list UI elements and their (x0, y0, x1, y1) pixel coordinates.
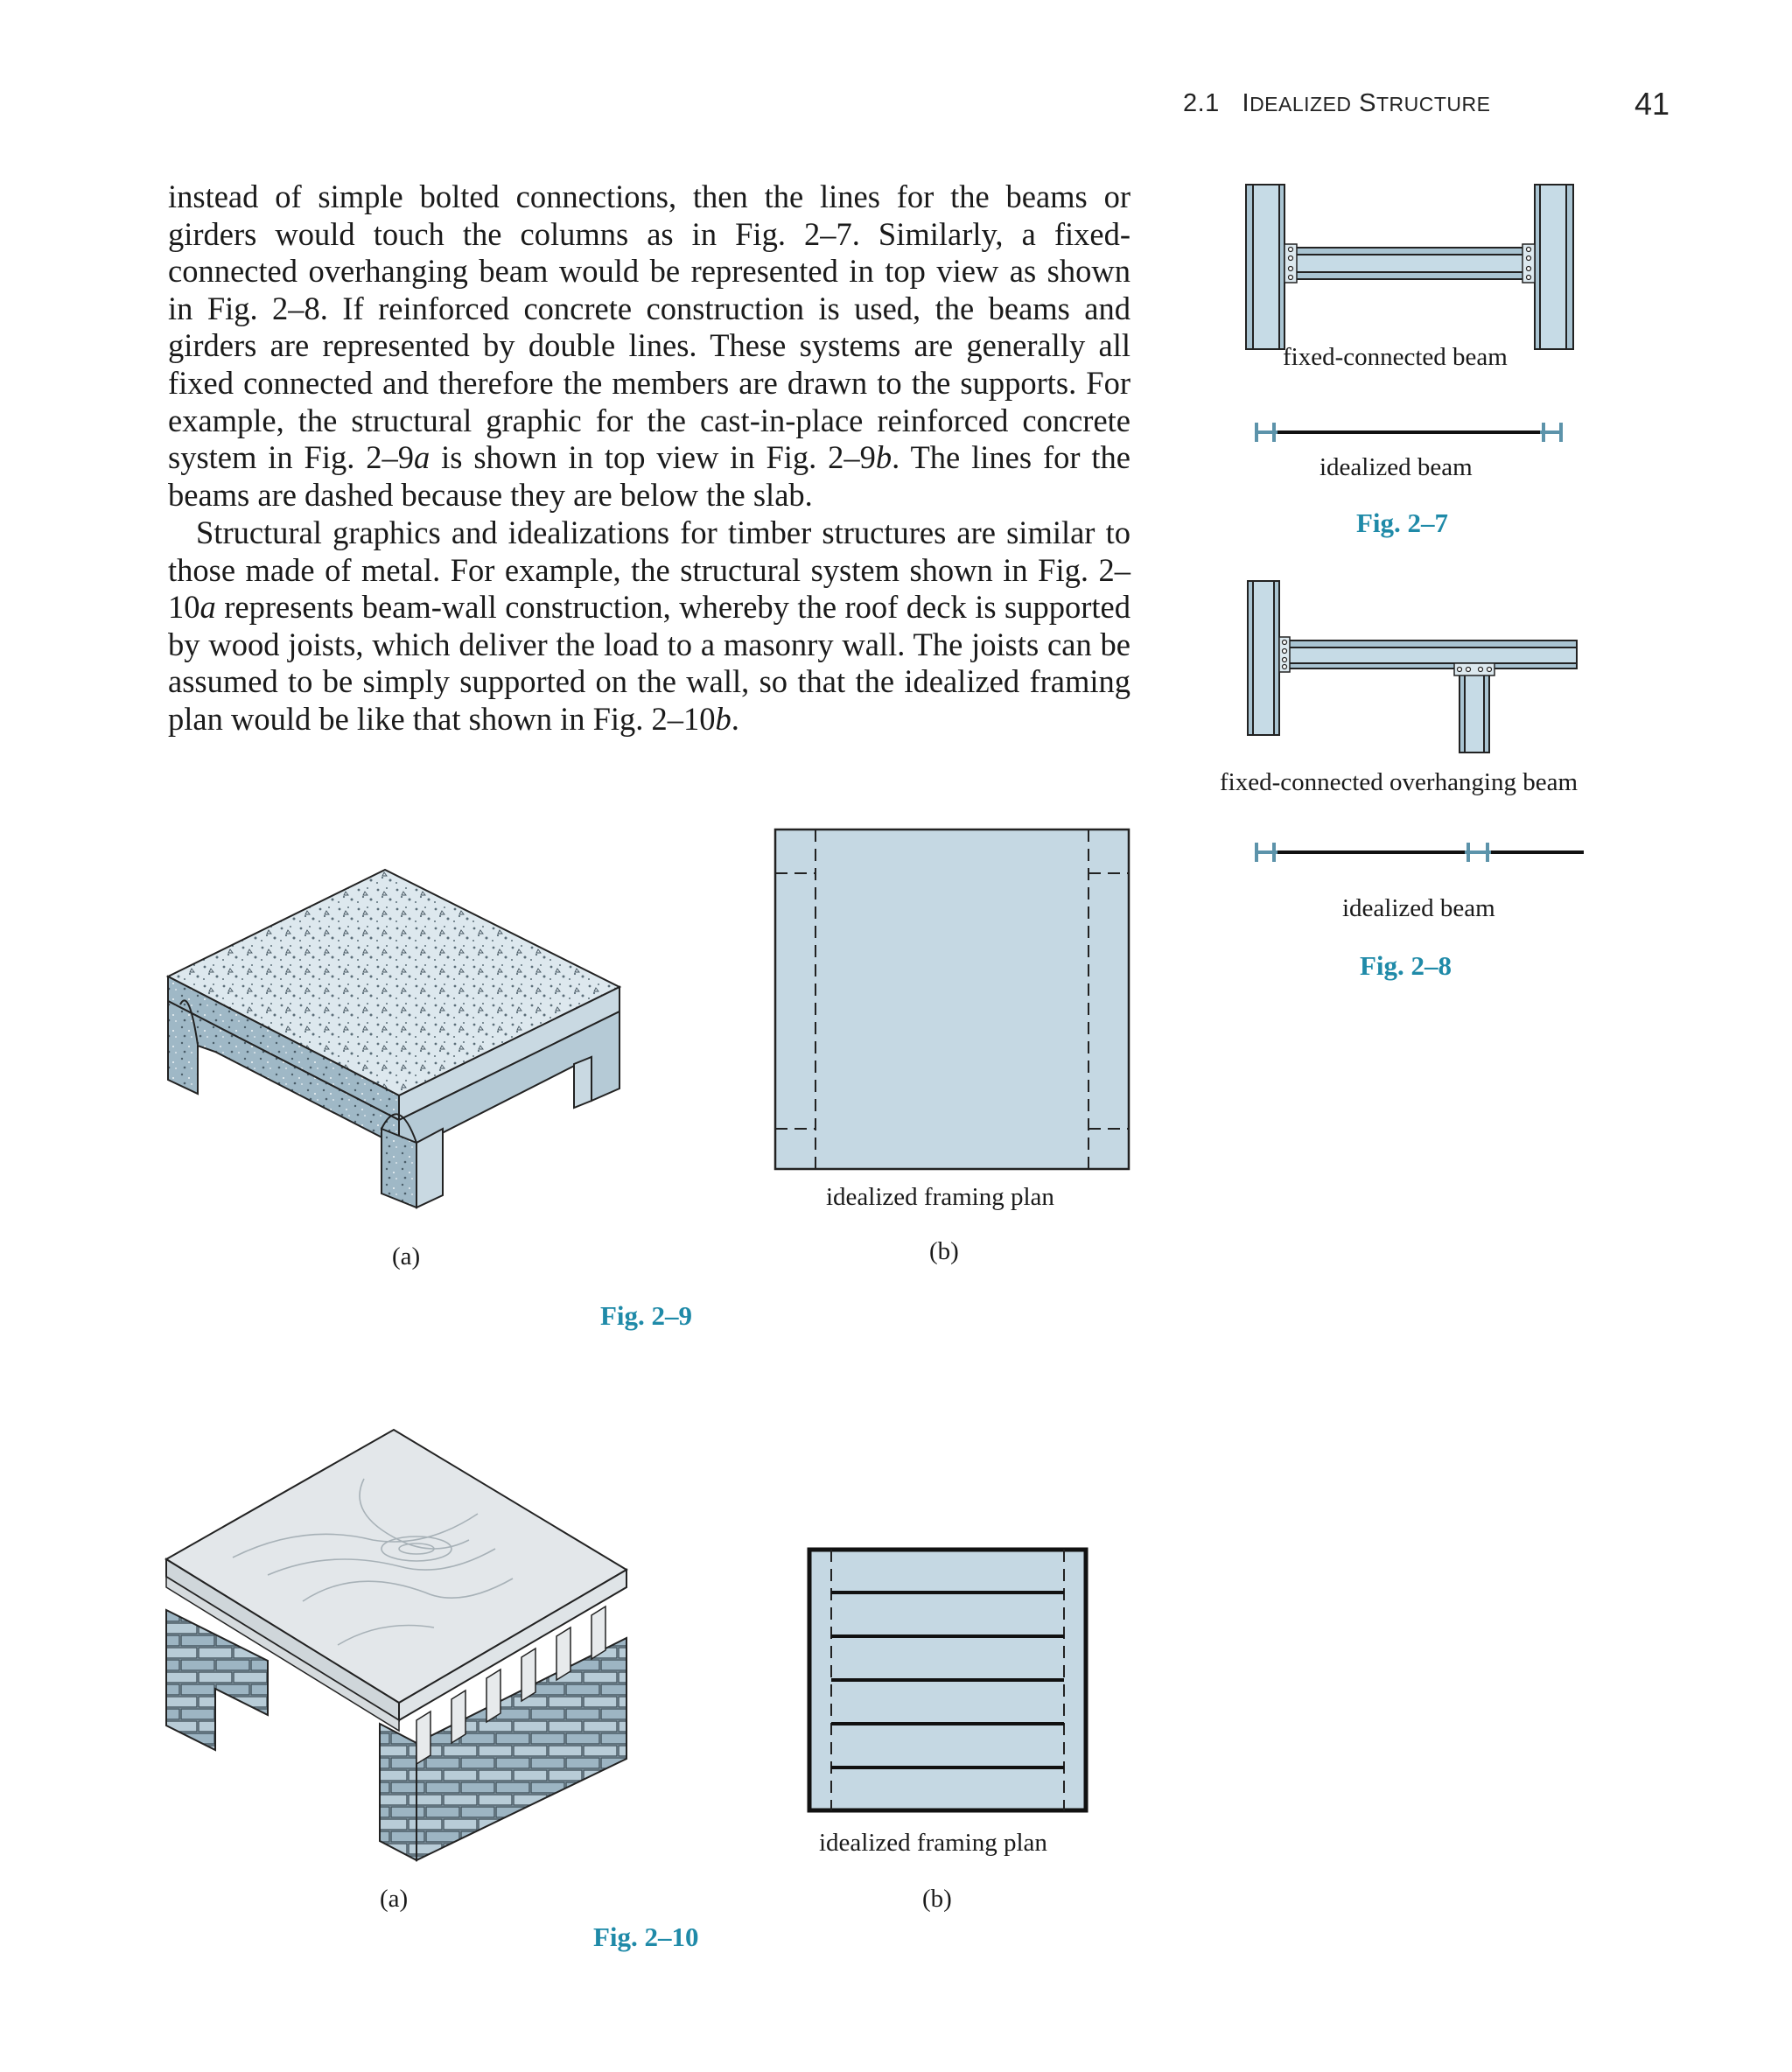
running-header (1183, 89, 1490, 118)
idealized-beam-overhanging-diagram (1251, 840, 1592, 866)
fig2-7-label: Fig. 2–7 (1356, 508, 1449, 538)
fig2-10-label: Fig. 2–10 (593, 1922, 699, 1952)
fig2-9-label: Fig. 2–9 (600, 1300, 693, 1331)
timber-masonry-system-illustration (163, 1426, 635, 1872)
fixed-connected-beam-illustration (1242, 179, 1575, 354)
fig2-10-caption-b: idealized framing plan (819, 1829, 1047, 1857)
fig2-7-caption-top: fixed-connected beam (1283, 343, 1508, 371)
fig2-8-caption-top: fixed-connected overhanging beam (1220, 768, 1578, 796)
section-number: 2.1 (1183, 89, 1220, 117)
page-number: 41 (1634, 86, 1670, 122)
section-title: IDEALIZED STRUCTURE (1242, 89, 1491, 117)
fig2-8-caption-bottom: idealized beam (1342, 894, 1495, 922)
concrete-framing-plan-diagram (774, 828, 1130, 1171)
timber-framing-plan-diagram (807, 1547, 1088, 1813)
fixed-connected-overhanging-beam-illustration (1246, 578, 1587, 761)
paragraph-1: instead of simple bolted connections, then the lines for the beams or girders would touch the columns as in Fig. 2–7. Similarly, a fixed-connected overhanging beam would be represented in top view as shown in Fig. 2–8. If reinforced concrete construction is used, the beams and girders are represented by double lines. These systems are generally all fixed connected and therefore the members are drawn to the supports. For example, the structural graphic for the cast-in-place reinforced concrete system in Fig. 2–9a is shown in top view in Fig. 2–9b. The lines for the beams are dashed because they are below the slab. (168, 178, 1130, 513)
fig2-9-sub-b: (b) (929, 1237, 959, 1265)
fig2-10-sub-b: (b) (922, 1885, 952, 1913)
idealized-beam-fixed-diagram (1251, 420, 1566, 446)
fig2-10-sub-a: (a) (380, 1885, 409, 1913)
concrete-slab-system-illustration (163, 866, 626, 1216)
fig2-9-sub-a: (a) (392, 1242, 421, 1270)
fig2-7-caption-bottom: idealized beam (1320, 453, 1473, 481)
fig2-8-label: Fig. 2–8 (1360, 950, 1452, 981)
paragraph-2: Structural graphics and idealizations for timber structures are similar to those made of metal. For example, the structural system shown in Fig. 2–10a represents beam-wall construction, whereby the roof deck is supported by wood joists, which deliver the load to a masonry wall. The joists can be assumed to be simply supported on the wall, so that the idealized framing plan would be like that shown in Fig. 2–10b. (168, 514, 1130, 737)
fig2-9-caption-b: idealized framing plan (826, 1183, 1054, 1211)
